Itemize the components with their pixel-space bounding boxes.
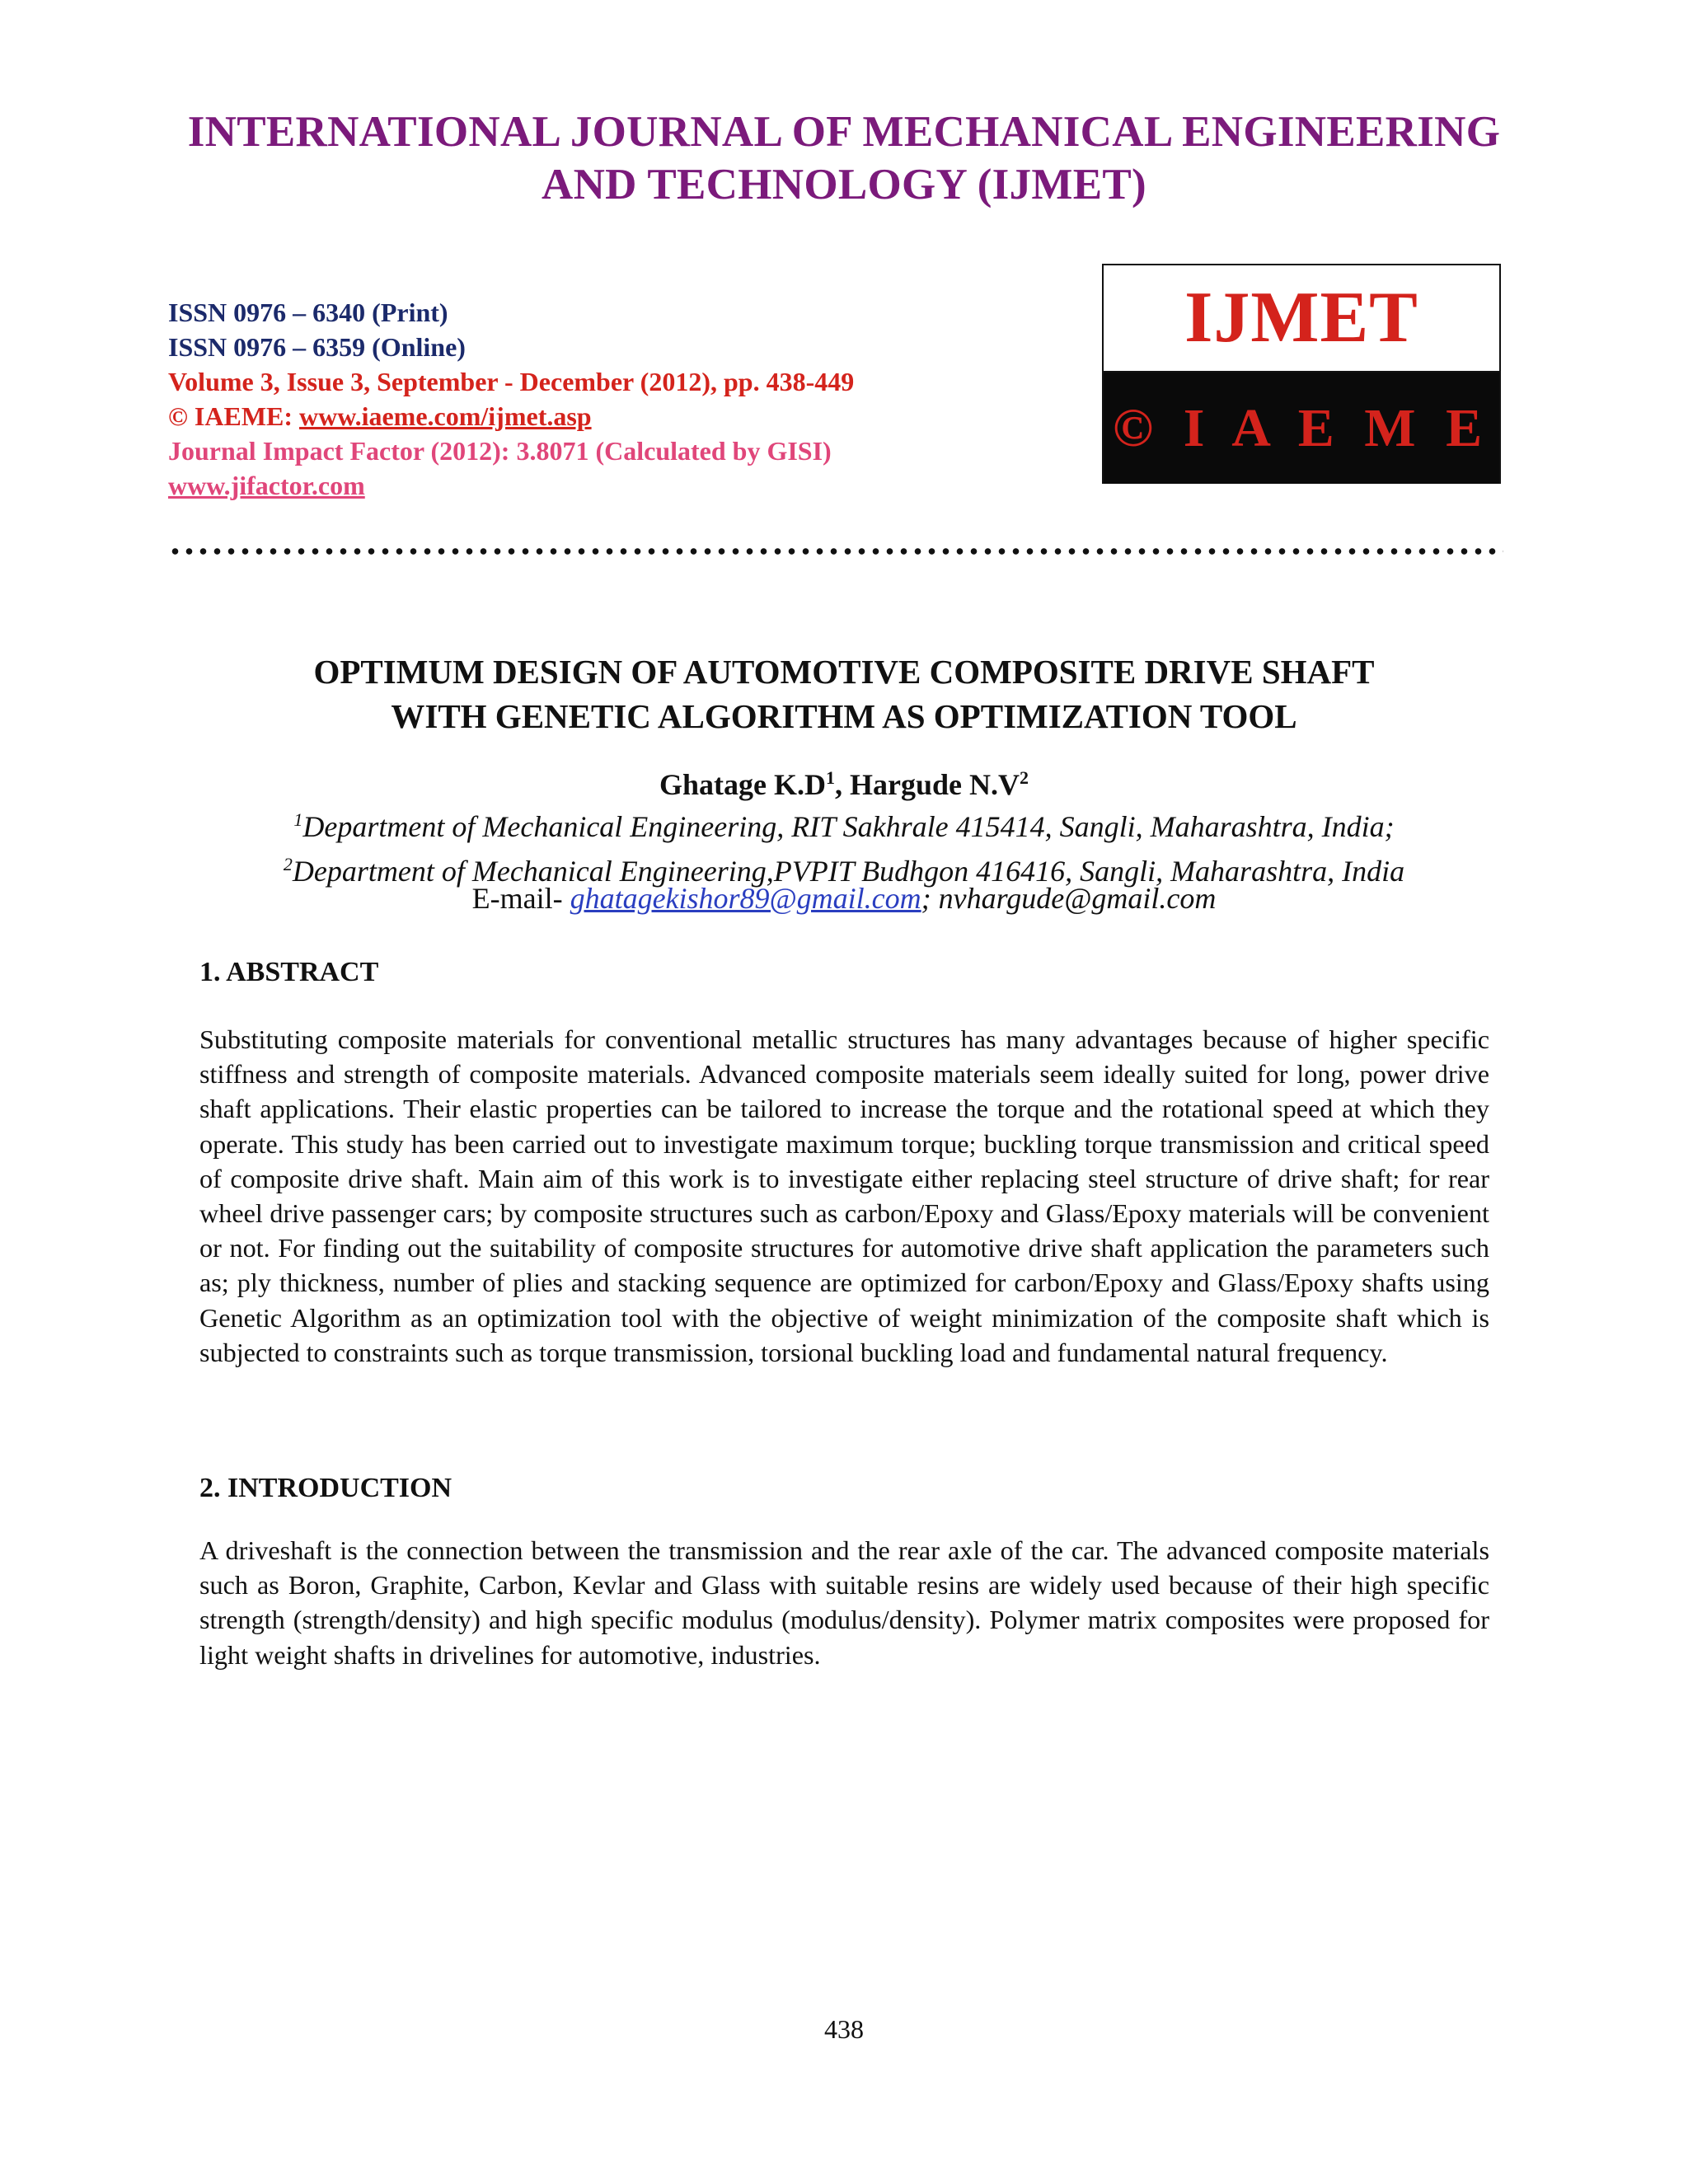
- author-1-sup: 1: [826, 767, 835, 788]
- email-separator: ;: [921, 882, 939, 915]
- journal-title-line-1: INTERNATIONAL JOURNAL OF MECHANICAL ENGINEERING: [187, 108, 1501, 156]
- email-2: nvhargude@gmail.com: [938, 882, 1217, 915]
- logo-ijmet-text: IJMET: [1104, 265, 1499, 373]
- jifactor-line: [168, 468, 1075, 503]
- journal-title-line-2: AND TECHNOLOGY (IJMET): [542, 161, 1146, 209]
- iaeme-prefix: © IAEME:: [168, 401, 300, 431]
- affiliation-1-text: Department of Mechanical Engineering, RIT Sakhrale 415414, Sangli, Maharashtra, India;: [302, 810, 1395, 843]
- affiliation-2-sup: 2: [283, 854, 293, 874]
- iaeme-link[interactable]: www.iaeme.com/ijmet.asp: [299, 401, 592, 431]
- email-line: [168, 880, 1520, 917]
- volume-issue: Volume 3, Issue 3, September - December (2012), pp. 438-449: [168, 367, 855, 396]
- author-separator: ,: [835, 768, 850, 801]
- issn-print: ISSN 0976 – 6340 (Print): [168, 298, 448, 327]
- authors: [168, 760, 1520, 803]
- introduction-text: A driveshaft is the connection between the transmission and the rear axle of the car. The advanced composite materials such as Boron, Graphite, Carbon, Kevlar and Glass with suitable resins are widely used because of their high specific strength (strength/density) and high specific modulus (modulus/density). Polymer matrix composites were proposed for light weight shafts in drivelines for automotive, industries.: [199, 1535, 1489, 1670]
- paper-title-line-1: OPTIMUM DESIGN OF AUTOMOTIVE COMPOSITE DRIVE SHAFT: [313, 653, 1375, 691]
- issn-online: ISSN 0976 – 6359 (Online): [168, 332, 466, 362]
- abstract-heading: 1. ABSTRACT: [199, 957, 379, 987]
- affiliation-1-sup: 1: [293, 809, 303, 830]
- page-number: 438: [824, 2014, 864, 2044]
- paper-title-line-2: WITH GENETIC ALGORITHM AS OPTIMIZATION TOOL: [391, 697, 1297, 735]
- affiliations: [168, 801, 1520, 890]
- author-2: Hargude N.V: [850, 768, 1020, 801]
- logo-iaeme-text: © I A E M E: [1104, 373, 1499, 484]
- iaeme-line: [168, 399, 1075, 434]
- ijmet-logo: [1102, 264, 1501, 484]
- author-1: Ghatage K.D: [659, 768, 826, 801]
- email-label: E-mail-: [471, 882, 570, 915]
- affiliation-1: [168, 801, 1520, 846]
- journal-title: [99, 105, 1589, 211]
- jifactor-link[interactable]: www.jifactor.com: [168, 471, 365, 500]
- paper-title: [168, 649, 1520, 738]
- abstract-text: Substituting composite materials for conventional metallic structures has many advantages because of higher specific stiffness and strength of composite materials. Advanced composite materials seem ideally suited for long, power drive shaft applications. Their elastic properties can be tailored to increase the torque and the rotational speed at which they operate. This study has been carried out to investigate maximum torque; buckling torque transmission and critical speed of composite drive shaft. Main aim of this work is to investigate either replacing steel structure of drive shaft; for rear wheel drive passenger cars; by composite structures such as carbon/Epoxy and Glass/Epoxy materials will be convenient or not. For finding out the suitability of composite structures for automotive drive shaft application the parameters such as; ply thickness, number of plies and stacking sequence are optimized for carbon/Epoxy and Glass/Epoxy shafts using Genetic Algorithm as an optimization tool with the objective of weight minimization of the composite shaft which is subjected to constraints such as torque transmission, torsional buckling load and fundamental natural frequency.: [199, 1024, 1489, 1367]
- introduction-heading: 2. INTRODUCTION: [199, 1473, 452, 1503]
- affiliation-2-text: Department of Mechanical Engineering,PVPIT Budhgon 416416, Sangli, Maharashtra, India: [292, 855, 1405, 888]
- impact-factor: Journal Impact Factor (2012): 3.8071 (Calculated by GISI): [168, 436, 832, 466]
- email-link-1[interactable]: ghatagekishor89@gmail.com: [570, 882, 921, 915]
- author-2-sup: 2: [1020, 767, 1029, 788]
- dotted-divider: [168, 547, 1503, 555]
- issue-info-block: [168, 295, 1075, 503]
